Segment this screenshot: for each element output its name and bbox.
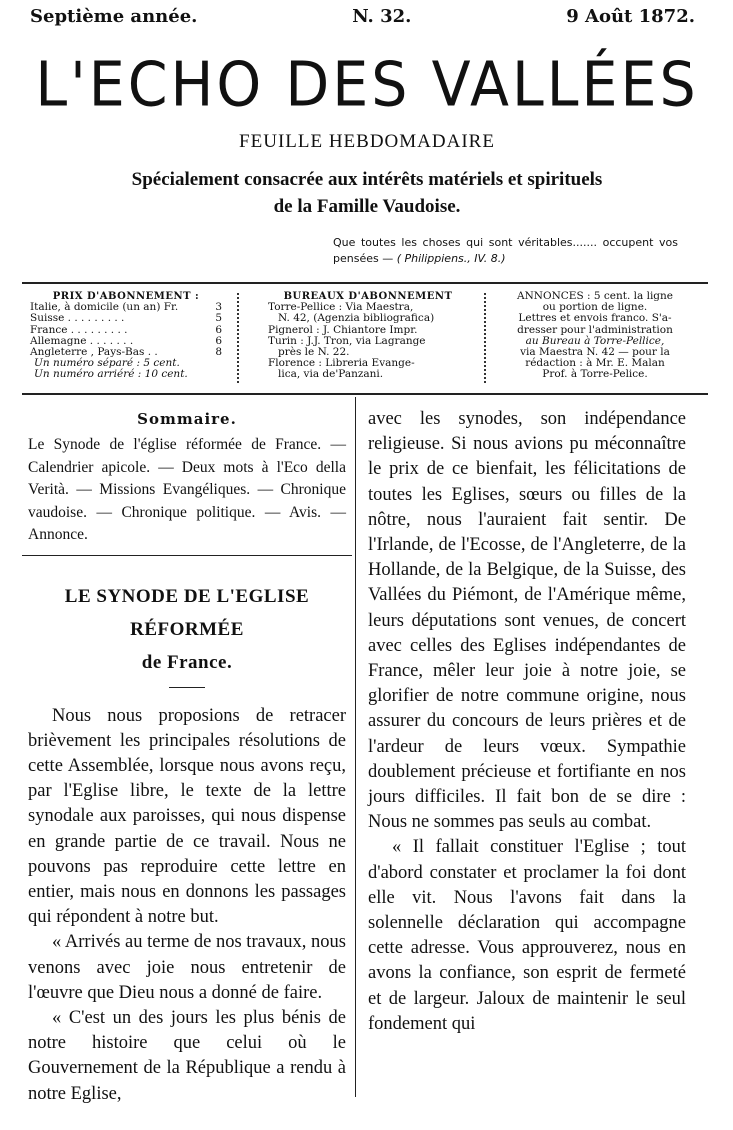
price-row: Angleterre , Pays-Bas . . 8 [30,346,222,359]
info-band-rule [22,393,708,395]
subscription-title: PRIX D'ABONNEMENT : [52,291,200,302]
annonce-line: Prof. à Torre-Pelice. [542,368,648,381]
edition-label: Septième année. [30,6,198,27]
office-line: lica, via de'Panzani. [278,368,384,381]
subscription-prices [30,291,222,381]
article-paragraph: avec les synodes, son indépendance religieuse. Si nous avions pu méconnaître le prix de ce bienfait, les félicitations de toutes les Eglises, sœurs ou filles de la nôtre, nous l'auraient fait sentir. De l'Irlande, de l'Ecosse, de l'Angleterre, de la Hollande, de la Belgique, de la Suisse, des Vallées du Piémont, de l'Amérique même, leurs députations sont venues, de concert avec celles des Eglises indépendantes de France, mêler leur joie à notre joie, se glorifier de notre commune origine, nous assurer du concours de leurs prières et de l'ardeur de leurs vœux. Sympathie doublement précieuse et fortifiante en nos jours difficiles. Il fait bon de se dire : Nous ne sommes pas seuls au combat. [368,409,686,833]
issue-date: 9 Août 1872. [566,6,695,27]
annonce-line: rédaction : à Mr. E. Malan [525,357,665,370]
left-column [28,404,346,1107]
tagline-line-2: de la Famille Vaudoise. [273,196,461,217]
column-separator [484,293,486,383]
info-band [0,287,733,387]
title-rule [169,687,205,688]
epigraph [333,235,678,267]
article-paragraph: « Arrivés au terme de nos travaux, nous venons avec joie nous entretenir de l'œuvre que Dieu nous a donné de faire. [28,932,346,1003]
annonce-line: dresser pour l'administration [517,323,673,336]
price-row: Italie, à domicile (un an) Fr. 3 [30,301,222,314]
annonce-line: ANNONCES : 5 cent. la ligne [517,290,673,302]
advertising-info [500,291,690,381]
summary-title: Sommaire. [137,410,237,428]
article-title-line-1: LE SYNODE DE L'EGLISE RÉFORMÉE [64,585,310,640]
article-paragraph: « C'est un des jours les plus bénis de notre histoire que celui où le Gouvernement de la République a rendu à notre Eglise, [28,1007,346,1104]
office-line: près le N. 22. [278,346,350,359]
tagline-line-1: Spécialement consacrée aux intérêts matériels et spirituels [131,169,603,190]
column-separator [237,293,239,383]
article-paragraph: Nous nous proposions de retracer brièvement les principales résolutions de cette Assemblée, lorsque nous avons reçu, par l'Eglise libre, le texte de la lettre synodale aux paroisses, qui nous dispense en grande partie de ce travail. Nous ne pouvons pas reproduire cette lettre en entier, mais nous en donnons les passages qui répondent à notre but. [28,705,346,928]
office-line: Pignerol : J. Chiantore Impr. [268,323,418,336]
office-line: Florence : Libreria Evange- [268,357,415,370]
epigraph-text: Que toutes les choses qui sont véritables....... occupent vos pensées — [333,236,678,265]
office-line: N. 42, (Agenzia bibliografica) [278,312,435,325]
summary-rule [22,555,352,556]
article-title-line-2: de France. [141,651,233,673]
annonce-line: Lettres et envois franco. S'a- [518,312,672,325]
epigraph-reference: ( Philippiens., IV. 8.) [396,252,506,265]
article-paragraph: « Il fallait constituer l'Eglise ; tout d'abord constater et proclamer la foi dont elle vit. Nous l'avons fait dans la solennelle déclaration qui accompagne cette adresse. Vous approuverez, nous en avons la confiance, son esprit de fermeté et de largeur. Jaloux de maintenir le seul fondement qui [368,837,686,1034]
annonce-line: ou portion de ligne. [542,301,648,314]
right-column [368,407,686,1037]
price-row: Suisse . . . . . . . . . 5 [30,312,222,325]
header-rule [22,282,708,284]
summary-text: Le Synode de l'église réformée de France. — Calendrier apicole. — Deux mots à l'Eco della Verità. — Missions Evangéliques. — Chronique vaudoise. — Chronique politique. — Avis. — Annonce. [28,436,346,543]
subscription-offices [268,291,468,381]
offices-title: BUREAUX D'ABONNEMENT [283,291,453,302]
article-title [28,580,346,679]
header-topline [30,6,695,30]
issue-number: N. 32. [352,6,412,27]
article-body-left [28,704,346,1107]
office-line: Torre-Pellice : Via Maestra, [268,301,414,314]
annonce-line: via Maestra N. 42 — pour la [520,346,670,359]
back-issue-price: Un numéro arriéré : 10 cent. [34,368,188,381]
office-line: Turin : J.J. Tron, via Lagrange [268,334,426,347]
masthead-tagline [22,166,712,220]
price-row: Allemagne . . . . . . . 6 [30,334,222,347]
masthead-title: L'ECHO DES VALLÉES [35,49,699,121]
single-issue-price: Un numéro séparé : 5 cent. [34,357,180,370]
annonce-line: au Bureau à Torre-Pellice, [525,334,665,347]
price-row: France . . . . . . . . . 6 [30,323,222,336]
column-divider [355,397,356,1097]
masthead-subtitle: FEUILLE HEBDOMADAIRE [239,131,495,152]
